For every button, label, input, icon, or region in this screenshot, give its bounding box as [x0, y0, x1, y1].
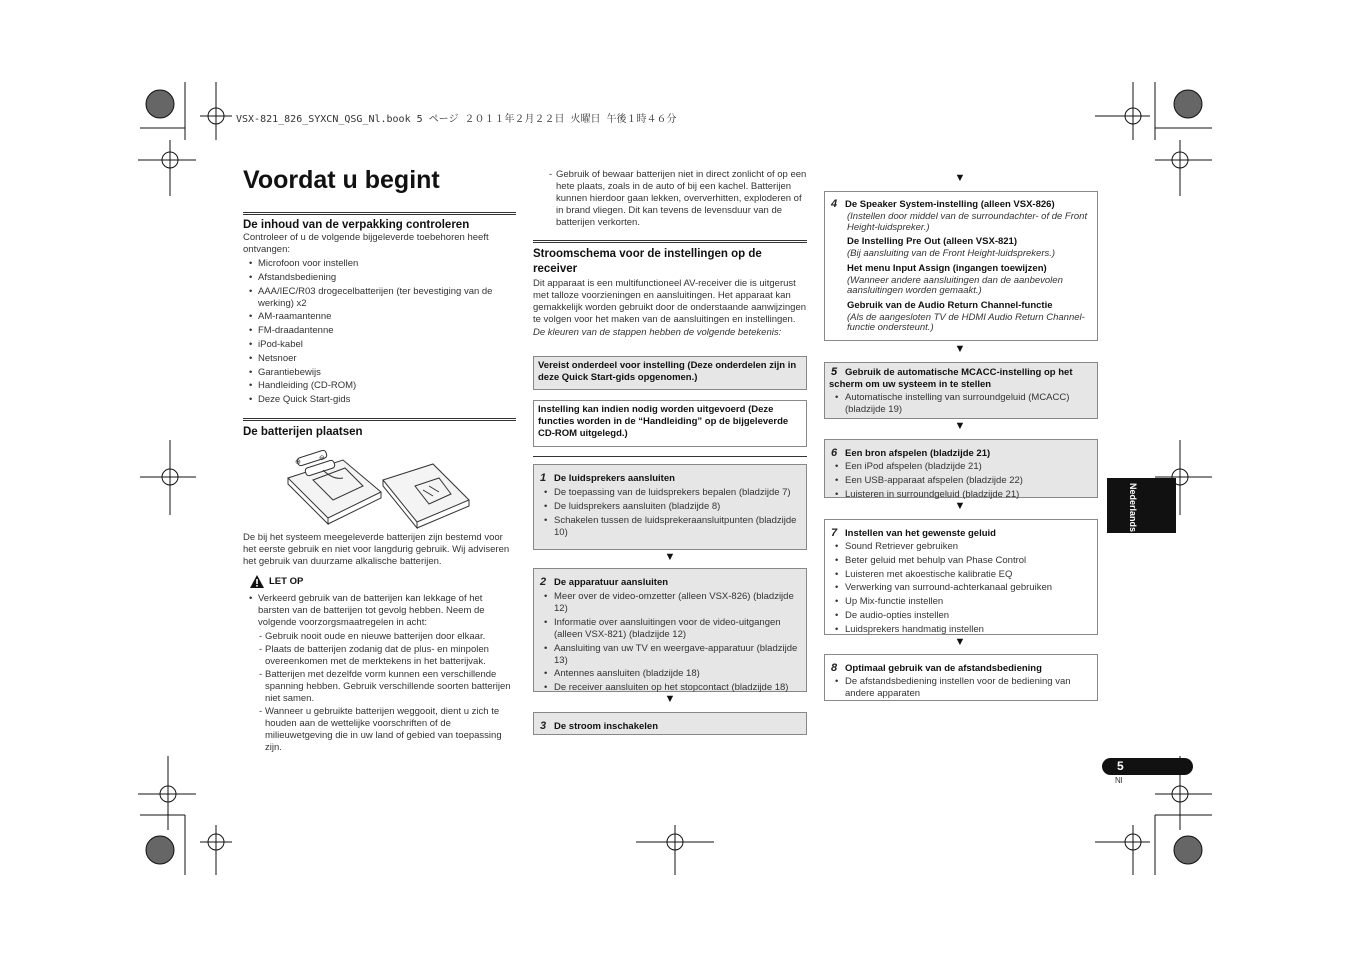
section-divider: [243, 418, 516, 421]
step-list: [538, 591, 802, 694]
section-divider: [533, 240, 807, 243]
list-item: • Schakelen tussen de luidsprekeraansluitpunten (bladzijde 10): [538, 515, 802, 539]
list-item: • iPod-kabel: [243, 339, 516, 351]
warning-triangle-icon: [250, 575, 264, 588]
flowchart-paragraph: Dit apparaat is een multifunctioneel AV-receiver die is uitgerust met talloze voorzieningen en aansluitingen. Het apparaat kan gemakkelijk worden gebruikt door de onderstaande aanwijzingen te volgen voor het maken van de aansluitingen en instellingen.: [533, 278, 807, 325]
list-item: • Meer over de video-omzetter (alleen VSX-826) (bladzijde 12): [538, 591, 802, 615]
list-item: • AM-raamantenne: [243, 311, 516, 323]
step-number: 2: [540, 576, 547, 588]
book-header-line: VSX-821_826_SYXCN_QSG_Nl.book 5 ページ ２０１１年２月２２日 火曜日 午後１時４６分: [236, 114, 677, 125]
batteries-body: [243, 532, 516, 755]
step-title: De Speaker System-instelling (alleen VSX-826): [845, 199, 1055, 210]
list-item: • Sound Retriever gebruiken: [829, 541, 1093, 553]
batteries-heading: De batterijen plaatsen: [243, 426, 363, 438]
remote-battery-illustration: [283, 450, 473, 530]
list-item: • De afstandsbediening instellen voor de bediening van andere apparaten: [829, 676, 1093, 700]
list-item: • Antennes aansluiten (bladzijde 18): [538, 668, 802, 680]
legend-divider: [533, 456, 807, 457]
step-list: [829, 461, 1093, 501]
step-title: De apparatuur aansluiten: [554, 577, 669, 588]
flow-step-3: [533, 712, 807, 735]
flow-step-8: [824, 654, 1098, 701]
caution-sublist: [533, 169, 807, 229]
svg-text:⊖: ⊖: [319, 455, 325, 462]
list-item: • Microfoon voor instellen: [243, 258, 516, 270]
contents-intro: Controleer of u de volgende bijgeleverde toebehoren heeft ontvangen:: [243, 232, 489, 255]
list-item: • FM-draadantenne: [243, 325, 516, 337]
list-item: • AAA/IEC/R03 drogecelbatterijen (ter bevestiging van de werking) x2: [243, 286, 516, 310]
list-item: • Deze Quick Start-gids: [243, 394, 516, 406]
legend-required-text: Vereist onderdeel voor instelling (Deze onderdelen zijn in deze Quick Start-gids opgenomen.): [538, 360, 797, 383]
step-number: 3: [540, 720, 547, 732]
page-title: Voordat u begint: [243, 166, 440, 194]
section-flowchart: [533, 240, 807, 339]
caution-title: LET OP: [269, 576, 304, 587]
list-item: - Batterijen met dezelfde vorm kunnen een verschillende spanning hebben. Gebruik verschillende soorten batterijen niet samen.: [243, 669, 516, 705]
step-number: 7: [831, 527, 838, 539]
step-note: (Instellen door middel van de surroundachter- of de Front Height-luidspreker.): [847, 211, 1088, 233]
list-item: • Informatie over aansluitingen voor de video-uitgangen (alleen VSX-821) (bladzijde 12): [538, 617, 802, 641]
contents-list: [243, 258, 516, 406]
list-item: - Gebruik of bewaar batterijen niet in direct zonlicht of op een hete plaats, zoals in de auto of bij een kachel. Batterijen kunnen hierdoor gaan lekken, oververhitten, exploderen of in brand vliegen. Dit kan tevens de levensduur van de batterijen verkorten.: [533, 169, 807, 229]
flow-step-1: [533, 464, 807, 550]
down-arrow-icon: ▼: [954, 636, 966, 648]
sub-step-title: De Instelling Pre Out (alleen VSX-821): [847, 236, 1017, 247]
down-arrow-icon: ▼: [954, 420, 966, 432]
legend-note: De kleuren van de stappen hebben de volgende betekenis:: [533, 327, 782, 338]
down-arrow-icon: ▼: [664, 693, 676, 705]
list-item: • Beter geluid met behulp van Phase Control: [829, 555, 1093, 567]
down-arrow-icon: ▼: [954, 500, 966, 512]
step-title: Optimaal gebruik van de afstandsbediening: [845, 663, 1042, 674]
contents-heading: De inhoud van de verpakking controleren: [243, 219, 470, 231]
flow-step-4: [824, 191, 1098, 341]
list-item: • Garantiebewijs: [243, 367, 516, 379]
list-item: • De luidsprekers aansluiten (bladzijde 8): [538, 501, 802, 513]
list-item: - Wanneer u gebruikte batterijen weggooit, dient u zich te houden aan de wettelijke voorschriften of de milieuwetgeving die in uw land of gebied van toepassing zijn.: [243, 706, 516, 754]
language-tab: [1107, 478, 1176, 533]
caution-continued: [533, 169, 807, 230]
legend-optional-text: Instelling kan indien nodig worden uitgevoerd (Deze functies worden in de “Handleiding” op de bijgeleverde CD-ROM uitgelegd.): [538, 404, 789, 439]
sub-step-note: (Als de aangesloten TV de HDMI Audio Return Channel-functie ondersteunt.): [847, 311, 1085, 333]
step-title: De stroom inschakelen: [554, 721, 659, 732]
list-item: - Gebruik nooit oude en nieuwe batterijen door elkaar.: [243, 631, 516, 643]
page-number: 5: [1117, 759, 1124, 773]
list-item: • Verwerking van surround-achterkanaal gebruiken: [829, 582, 1093, 594]
flow-step-2: [533, 568, 807, 692]
flow-step-6: [824, 439, 1098, 498]
sub-step-note: (Bij aansluiting van de Front Height-luidsprekers.): [847, 248, 1056, 259]
list-item: • Een USB-apparaat afspelen (bladzijde 22): [829, 475, 1093, 487]
batteries-paragraph: De bij het systeem meegeleverde batterijen zijn bestemd voor het eerste gebruik en niet voor langdurig gebruik. Wij adviseren het gebruik van duurzame alkalische batterijen.: [243, 532, 510, 567]
sub-step-note: (Wanneer andere aansluitingen dan de aanbevolen aansluitingen worden gemaakt.): [847, 274, 1063, 296]
list-item: • De toepassing van de luidsprekers bepalen (bladzijde 7): [538, 487, 802, 499]
list-item: • Aansluiting van uw TV en weergave-apparatuur (bladzijde 13): [538, 643, 802, 667]
page-language-code: Nl: [1115, 776, 1123, 785]
step-number: 8: [831, 662, 838, 674]
caution-sublist: [243, 631, 516, 754]
legend-required-box: [533, 356, 807, 390]
list-item: • Afstandsbediening: [243, 272, 516, 284]
step-number: 6: [831, 447, 838, 459]
page-number-badge: [1102, 758, 1193, 775]
list-item: • Verkeerd gebruik van de batterijen kan lekkage of het barsten van de batterijen tot gevolg hebben. Neem de volgende voorzorgsmaatregelen in acht:: [243, 593, 516, 629]
section-divider: [243, 212, 516, 215]
svg-text:⊕: ⊕: [295, 459, 301, 466]
caution-list: [243, 593, 516, 629]
list-item: - Plaats de batterijen zodanig dat de plus- en minpolen overeenkomen met de merktekens in het batterijvak.: [243, 644, 516, 668]
list-item: • Up Mix-functie instellen: [829, 596, 1093, 608]
list-item: • Een iPod afspelen (bladzijde 21): [829, 461, 1093, 473]
step-title: Gebruik de automatische MCACC-instelling op het scherm om uw systeem in te stellen: [829, 367, 1073, 390]
list-item: • De receiver aansluiten op het stopcontact (bladzijde 18): [538, 682, 802, 694]
flow-step-7: [824, 519, 1098, 635]
list-item: • Automatische instelling van surroundgeluid (MCACC) (bladzijde 19): [829, 392, 1093, 416]
down-arrow-icon: ▼: [954, 343, 966, 355]
step-list: [829, 541, 1093, 636]
section-batteries: [243, 418, 516, 438]
step-list: [538, 487, 802, 539]
section-contents: [243, 212, 516, 408]
list-item: • Netsnoer: [243, 353, 516, 365]
step-title: Instellen van het gewenste geluid: [845, 528, 996, 539]
language-tab-label: Nederlands: [1128, 483, 1138, 533]
list-item: • Handleiding (CD-ROM): [243, 380, 516, 392]
step-number: 4: [831, 198, 838, 210]
legend-optional-box: [533, 400, 807, 447]
down-arrow-icon: ▼: [664, 551, 676, 563]
list-item: • Luisteren in surroundgeluid (bladzijde 21): [829, 489, 1093, 501]
step-list: [829, 676, 1093, 700]
list-item: • Luisteren met akoestische kalibratie EQ: [829, 569, 1093, 581]
flow-step-5: [824, 362, 1098, 419]
flowchart-heading: Stroomschema voor de instellingen op de receiver: [533, 248, 762, 275]
step-title: De luidsprekers aansluiten: [554, 473, 675, 484]
list-item: • Luidsprekers handmatig instellen: [829, 624, 1093, 636]
list-item: • De audio-opties instellen: [829, 610, 1093, 622]
down-arrow-icon: ▼: [954, 172, 966, 184]
sub-step-title: Het menu Input Assign (ingangen toewijzen): [847, 262, 1047, 274]
step-number: 1: [540, 472, 547, 484]
step-title: Een bron afspelen (bladzijde 21): [845, 448, 991, 459]
step-number: 5: [831, 366, 838, 378]
step-list: [829, 392, 1093, 416]
caution-header: [243, 575, 516, 590]
sub-step-title: Gebruik van de Audio Return Channel-functie: [847, 299, 1053, 311]
